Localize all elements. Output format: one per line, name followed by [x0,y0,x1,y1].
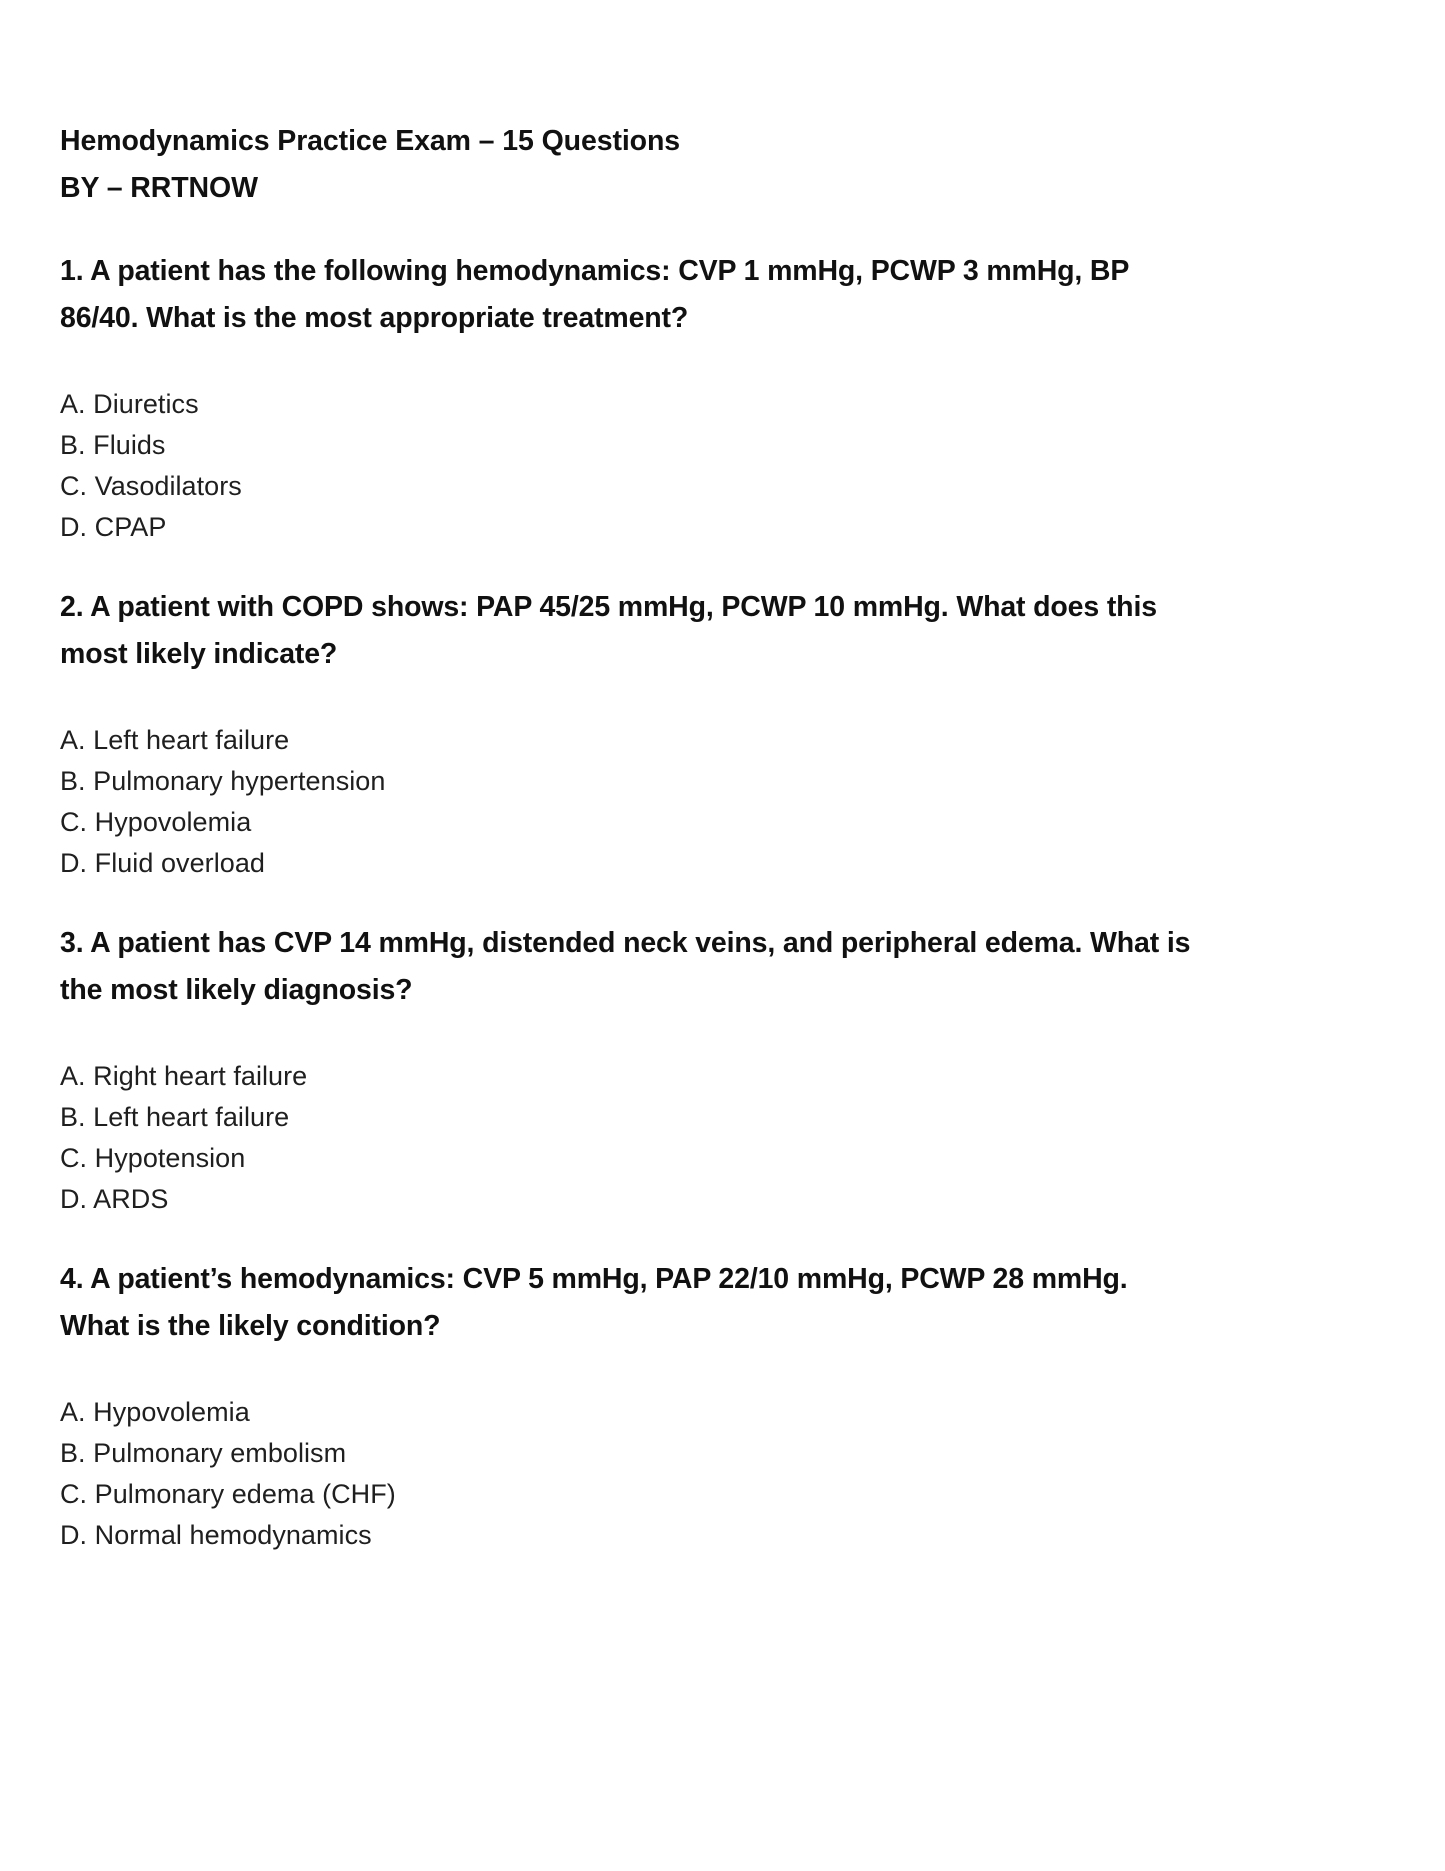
document-title: Hemodynamics Practice Exam – 15 Questions [60,125,681,157]
document-header [60,118,1385,212]
question-block [60,920,1385,1220]
answer-option[interactable]: A. Hypovolemia [60,1397,250,1427]
answer-option[interactable]: B. Pulmonary hypertension [60,766,386,796]
answer-options [60,1392,1385,1556]
answer-option[interactable]: D. CPAP [60,512,167,542]
question-text: 4. A patient’s hemodynamics: CVP 5 mmHg, PAP 22/10 mmHg, PCWP 28 mmHg. What is the likely condition? [60,1263,1128,1342]
answer-option[interactable]: D. Fluid overload [60,848,265,878]
answer-option[interactable]: B. Left heart failure [60,1102,290,1132]
answer-option[interactable]: B. Pulmonary embolism [60,1438,347,1468]
answer-options [60,720,1385,884]
question-text: 3. A patient has CVP 14 mmHg, distended neck veins, and peripheral edema. What is the most likely diagnosis? [60,927,1191,1006]
answer-option[interactable]: C. Hypotension [60,1143,246,1173]
question-list [60,248,1385,1556]
answer-option[interactable]: D. Normal hemodynamics [60,1520,372,1550]
answer-option[interactable]: C. Pulmonary edema (CHF) [60,1479,396,1509]
question-text: 1. A patient has the following hemodynamics: CVP 1 mmHg, PCWP 3 mmHg, BP 86/40. What is the most appropriate treatment? [60,255,1129,334]
question-block [60,584,1385,884]
answer-options [60,384,1385,548]
question-block [60,1256,1385,1556]
answer-option[interactable]: B. Fluids [60,430,166,460]
answer-option[interactable]: A. Left heart failure [60,725,290,755]
answer-option[interactable]: D. ARDS [60,1184,169,1214]
answer-option[interactable]: A. Diuretics [60,389,199,419]
answer-options [60,1056,1385,1220]
answer-option[interactable]: C. Hypovolemia [60,807,252,837]
document-byline: BY – RRTNOW [60,172,258,204]
question-text: 2. A patient with COPD shows: PAP 45/25 mmHg, PCWP 10 mmHg. What does this most likely indicate? [60,591,1157,670]
answer-option[interactable]: C. Vasodilators [60,471,242,501]
question-block [60,248,1385,548]
answer-option[interactable]: A. Right heart failure [60,1061,308,1091]
